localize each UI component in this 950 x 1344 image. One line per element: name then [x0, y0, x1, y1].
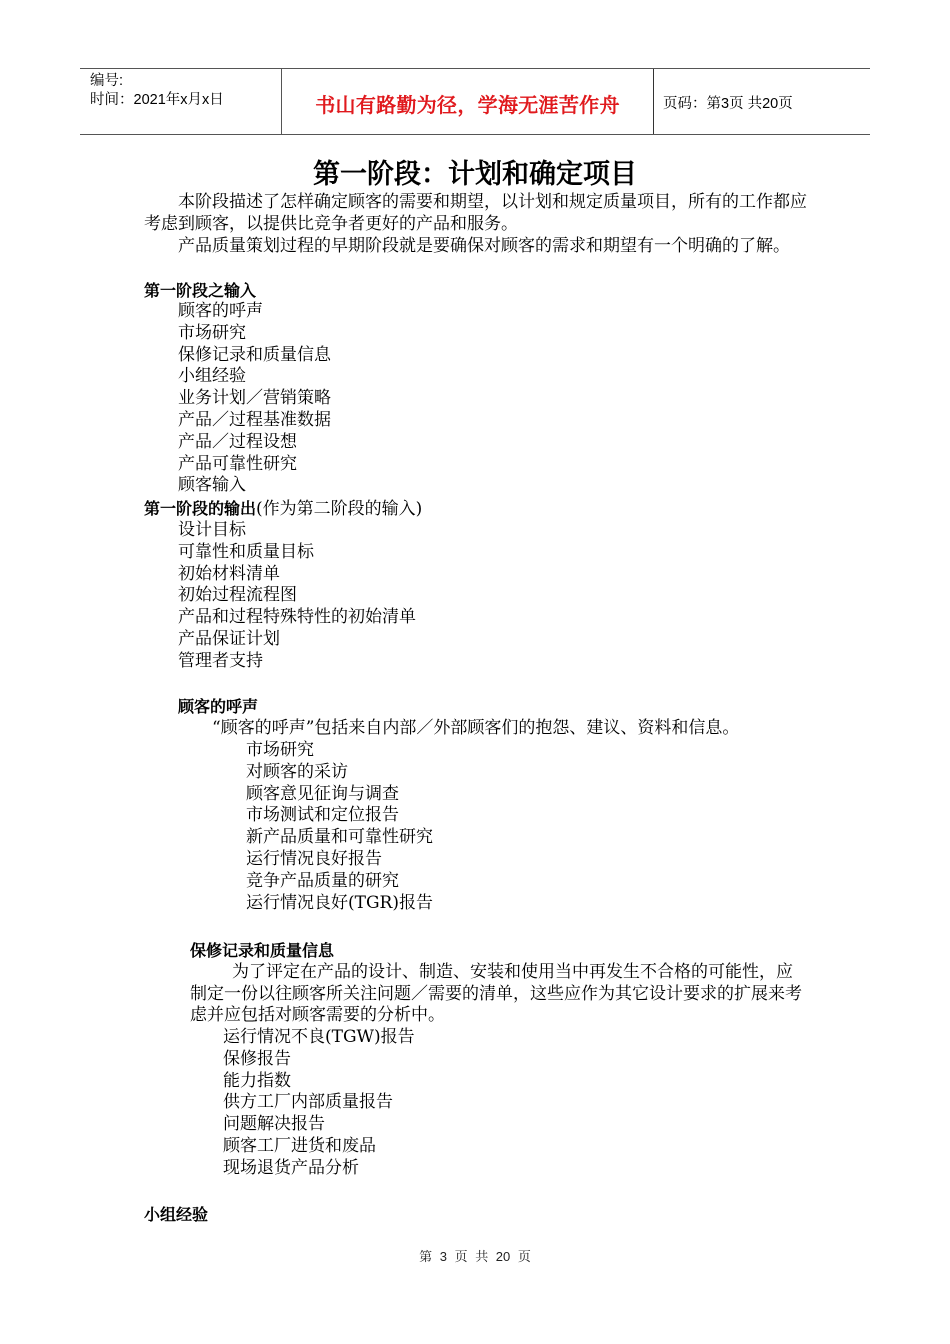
warranty-list: [223, 1027, 415, 1180]
list-item: 顾客工厂进货和废品: [223, 1135, 376, 1156]
header-motto: 书山有路勤为径，学海无涯苦作舟: [282, 69, 654, 134]
list-item: 初始过程流程图: [178, 585, 297, 606]
header-meta-cell: [80, 69, 282, 134]
list-item: 顾客的呼声: [178, 301, 263, 321]
list-item: 产品可靠性研究: [178, 453, 297, 474]
list-item: 能力指数: [223, 1070, 291, 1091]
list-item: 运行情况良好报告: [246, 848, 382, 869]
outputs-heading-note: (作为第二阶段的输入): [256, 499, 423, 519]
warranty-heading: 保修记录和质量信息: [190, 941, 335, 960]
document-number-label: 编号:: [90, 73, 124, 89]
list-item: 运行情况不良(TGW)报告: [223, 1027, 415, 1047]
list-item: 保修报告: [223, 1048, 291, 1069]
header-page-info: 页码：第3页 共20页: [663, 96, 793, 112]
intro-paragraph-2: 产品质量策划过程的早期阶段就是要确保对顾客的需求和期望有一个明确的了解。: [178, 236, 790, 256]
voice-list: [246, 740, 433, 914]
list-item: 市场测试和定位报告: [246, 805, 399, 826]
page-footer: 第 3 页 共 20 页: [419, 1249, 531, 1264]
page-header-table: [80, 68, 870, 135]
list-item: 业务计划／营销策略: [178, 388, 331, 409]
list-item: 产品／过程设想: [178, 431, 297, 452]
list-item: 产品／过程基准数据: [178, 409, 331, 430]
outputs-heading: [144, 498, 422, 521]
list-item: 现场退货产品分析: [223, 1157, 359, 1178]
list-item: 问题解决报告: [223, 1114, 325, 1135]
list-item: 可靠性和质量目标: [178, 541, 314, 562]
warranty-description: 为了评定在产品的设计、制造、安装和使用当中再发生不合格的可能性，应制定一份以往顾客所关注问题／需要的清单，这些应作为其它设计要求的扩展来考虑并应包括对顾客需要的分析中。: [190, 962, 802, 1026]
list-item: 保修记录和质量信息: [178, 344, 331, 365]
list-item: 竞争产品质量的研究: [246, 870, 399, 891]
list-item: 小组经验: [178, 366, 246, 387]
list-item: 市场研究: [178, 322, 246, 343]
list-item: 顾客输入: [178, 475, 246, 496]
list-item: 产品和过程特殊特性的初始清单: [178, 607, 416, 628]
intro-paragraph-1: 本阶段描述了怎样确定顾客的需要和期望，以计划和规定质量项目，所有的工作都应考虑到顾客，以提供比竞争者更好的产品和服务。: [144, 192, 807, 234]
voice-heading: 顾客的呼声: [178, 697, 259, 716]
list-item: 供方工厂内部质量报告: [223, 1092, 393, 1113]
inputs-list: [178, 301, 331, 497]
outputs-heading-bold: 第一阶段的输出: [144, 499, 257, 518]
inputs-heading: 第一阶段之输入: [144, 281, 257, 300]
list-item: 产品保证计划: [178, 628, 280, 649]
list-item: 顾客意见征询与调查: [246, 783, 399, 804]
list-item: 对顾客的采访: [246, 761, 348, 782]
list-item: 初始材料清单: [178, 563, 280, 584]
list-item: 新产品质量和可靠性研究: [246, 827, 433, 848]
outputs-list: [178, 520, 416, 673]
page-title: 第一阶段：计划和确定项目: [313, 159, 637, 190]
list-item: 管理者支持: [178, 650, 263, 671]
document-date: 时间：2021年x月x日: [90, 92, 224, 108]
team-heading: 小组经验: [144, 1205, 209, 1224]
voice-description: “顾客的呼声”包括来自内部／外部顾客们的抱怨、建议、资料和信息。: [212, 718, 740, 738]
list-item: 设计目标: [178, 520, 246, 540]
list-item: 运行情况良好(TGR)报告: [246, 892, 433, 913]
list-item: 市场研究: [246, 740, 314, 760]
